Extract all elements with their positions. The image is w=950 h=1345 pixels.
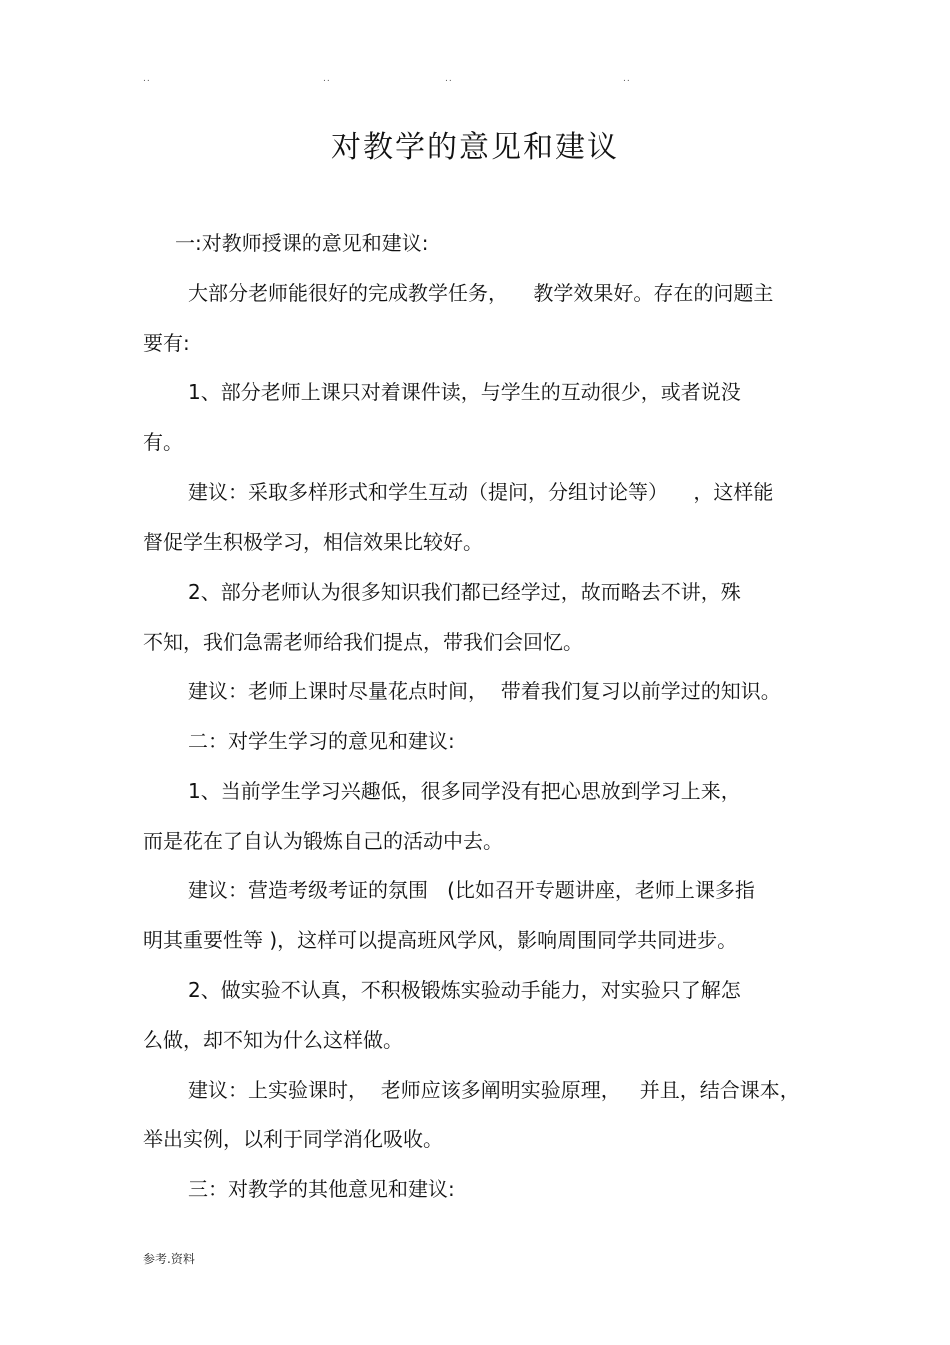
paragraph-line: 大部分老师能很好的完成教学任务， 教学效果好。存在的问题主 <box>188 281 774 305</box>
page-footer: 参考.资料 <box>143 1252 195 1266</box>
header-mark: .. <box>143 74 151 84</box>
section-heading-2: 二：对学生学习的意见和建议: <box>188 729 455 753</box>
header-mark: .. <box>323 74 331 84</box>
document-title: 对教学的意见和建议 <box>331 130 619 165</box>
paragraph-line: 明其重要性等 )，这样可以提高班风学风，影响周围同学共同进步。 <box>143 928 738 952</box>
paragraph-line: 建议：上实验课时， 老师应该多阐明实验原理， 并且，结合课本， <box>188 1078 800 1102</box>
paragraph-line: 1、部分老师上课只对着课件读，与学生的互动很少，或者说没 <box>188 380 741 404</box>
paragraph-line: 督促学生积极学习，相信效果比较好。 <box>143 530 483 554</box>
header-mark: .. <box>445 74 453 84</box>
paragraph-line: 么做，却不知为什么这样做。 <box>143 1028 403 1052</box>
section-heading-3: 三：对教学的其他意见和建议: <box>188 1177 455 1201</box>
paragraph-line: 不知，我们急需老师给我们提点，带我们会回忆。 <box>143 630 583 654</box>
paragraph-line: 举出实例，以利于同学消化吸收。 <box>143 1127 443 1151</box>
paragraph-line: 2、部分老师认为很多知识我们都已经学过，故而略去不讲，殊 <box>188 580 741 604</box>
header-mark: .. <box>623 74 631 84</box>
paragraph-line: 有。 <box>143 430 183 454</box>
paragraph-line: 要有: <box>143 331 190 355</box>
paragraph-line: 1、当前学生学习兴趣低，很多同学没有把心思放到学习上来， <box>188 779 741 803</box>
paragraph-line: 建议：营造考级考证的氛围 (比如召开专题讲座，老师上课多指 <box>188 878 755 902</box>
section-heading-1: 一:对教师授课的意见和建议: <box>175 231 429 255</box>
paragraph-line: 而是花在了自认为锻炼自己的活动中去。 <box>143 829 503 853</box>
paragraph-line: 建议：老师上课时尽量花点时间， 带着我们复习以前学过的知识。 <box>188 679 781 703</box>
paragraph-line: 2、做实验不认真，不积极锻炼实验动手能力，对实验只了解怎 <box>188 978 741 1002</box>
paragraph-line: 建议：采取多样形式和学生互动（提问，分组讨论等） ，这样能 <box>188 480 774 504</box>
